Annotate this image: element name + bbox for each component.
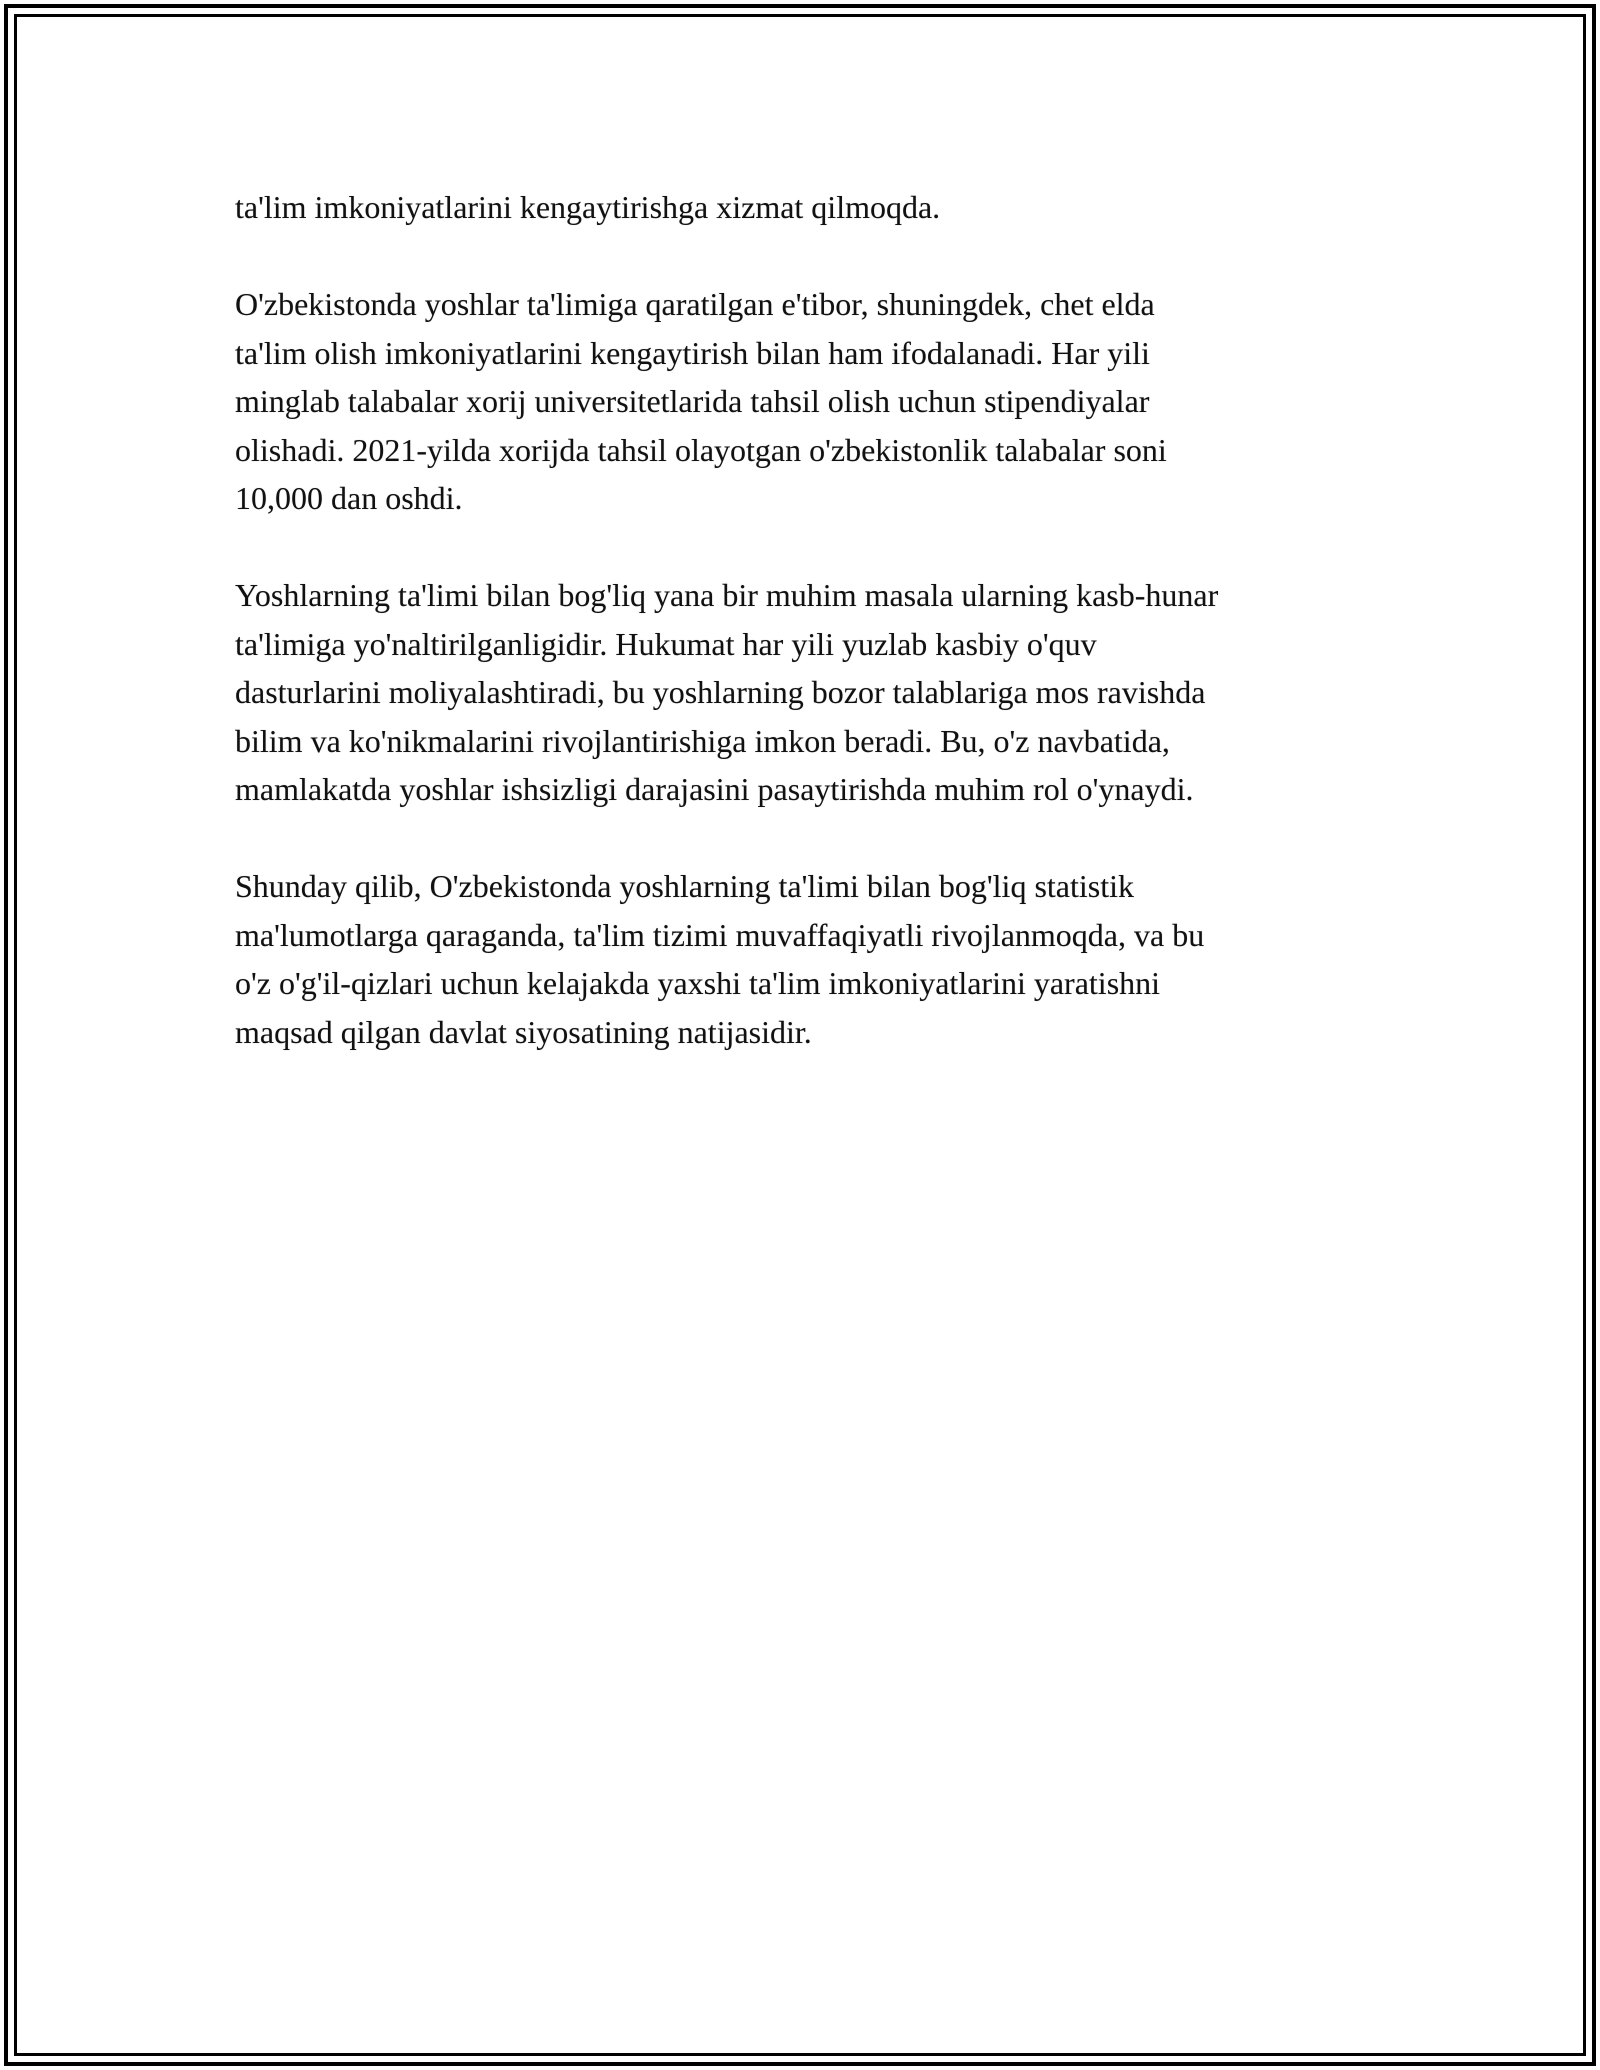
text-line: ta'lim imkoniyatlarini kengaytirishga xizmat qilmoqda. [235, 189, 941, 225]
text-line: ta'limiga yo'naltirilganligidir. Hukumat har yili yuzlab kasbiy o'quv [235, 625, 1097, 662]
text-line: O'zbekistonda yoshlar ta'limiga qaratilgan e'tibor, shuningdek, chet elda [235, 286, 1155, 322]
paragraph-1 [235, 183, 1375, 232]
paragraph-4 [235, 862, 1375, 1056]
text-line: maqsad qilgan davlat siyosatining natijasidir. [235, 1013, 812, 1050]
text-line: olishadi. 2021-yilda xorijda tahsil olayotgan o'zbekistonlik talabalar soni [235, 431, 1167, 468]
document-body [235, 183, 1375, 1056]
paragraph-3 [235, 571, 1375, 814]
paragraph-2 [235, 280, 1375, 523]
text-line: Yoshlarning ta'limi bilan bog'liq yana bir muhim masala ularning kasb-hunar [235, 577, 1219, 613]
text-line: ma'lumotlarga qaraganda, ta'lim tizimi muvaffaqiyatli rivojlanmoqda, va bu [235, 916, 1205, 953]
text-line: bilim va ko'nikmalarini rivojlantirishiga imkon beradi. Bu, o'z navbatida, [235, 722, 1170, 759]
text-line: o'z o'g'il-qizlari uchun kelajakda yaxshi ta'lim imkoniyatlarini yaratishni [235, 965, 1161, 1001]
text-line: dasturlarini moliyalashtiradi, bu yoshlarning bozor talablariga mos ravishda [235, 674, 1206, 710]
text-line: minglab talabalar xorij universitetlarida tahsil olish uchun stipendiyalar [235, 383, 1150, 419]
text-line: 10,000 dan oshdi. [235, 480, 463, 516]
text-line: mamlakatda yoshlar ishsizligi darajasini pasaytirishda muhim rol o'ynaydi. [235, 771, 1194, 807]
text-line: Shunday qilib, O'zbekistonda yoshlarning ta'limi bilan bog'liq statistik [235, 868, 1134, 904]
text-line: ta'lim olish imkoniyatlarini kengaytirish bilan ham ifodalanadi. Har yili [235, 334, 1150, 371]
